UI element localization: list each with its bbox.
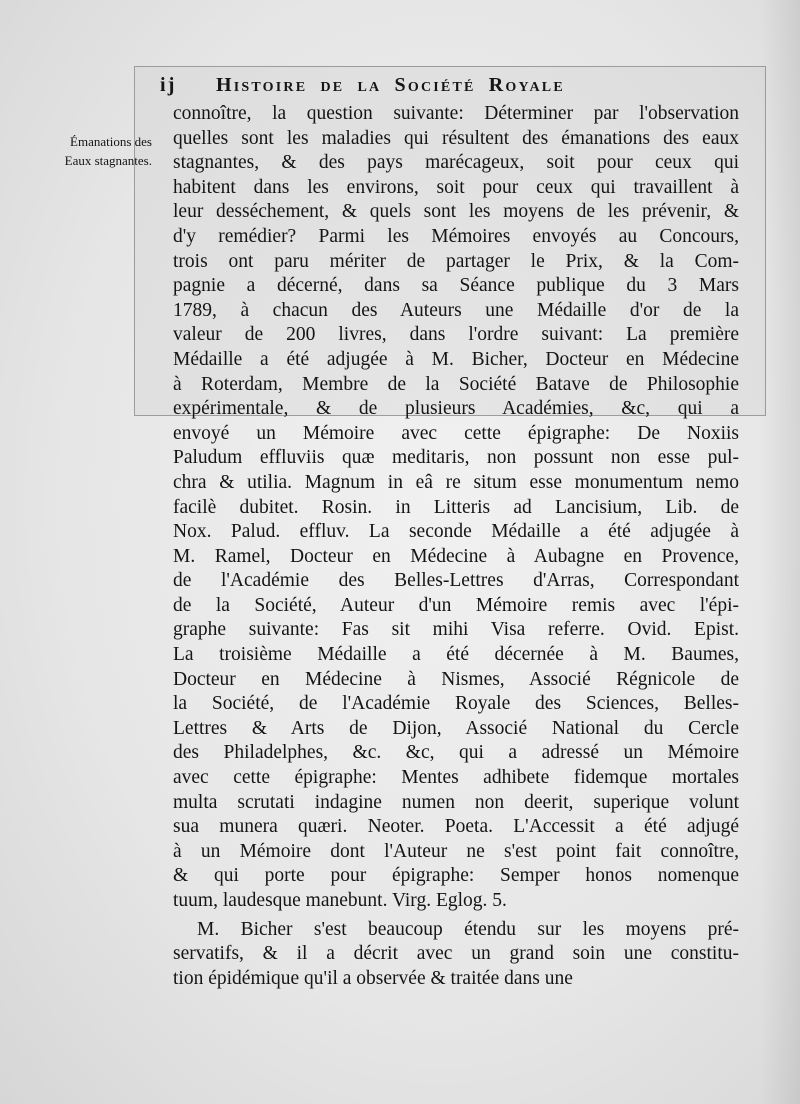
text-line: habitent dans les environs, soit pour ceux qui travaillent à (173, 176, 739, 198)
text-line: servatifs, & il a décrit avec un grand soin une constitu- (173, 943, 739, 965)
text-line: Paludum effluviis quæ meditaris, non possunt non esse pul- (173, 447, 739, 469)
paragraph-2 (173, 918, 739, 992)
margin-note-line: Émanations des (70, 134, 152, 149)
running-title: Histoire de la Société Royale (216, 74, 565, 96)
text-line: tuum, laudesque manebunt. Virg. Eglog. 5. (173, 890, 507, 911)
text-line: d'y remédier? Parmi les Mémoires envoyés au Concours, (173, 225, 739, 247)
text-line: & qui porte pour épigraphe: Semper honos nomenque (173, 865, 739, 887)
text-line: M. Bicher s'est beaucoup étendu sur les moyens pré- (197, 918, 739, 940)
text-line: La troisième Médaille a été décernée à M. Baumes, (173, 644, 739, 666)
text-line: facilè dubitet. Rosin. in Litteris ad Lancisium, Lib. de (173, 496, 739, 518)
body-text (173, 102, 739, 991)
text-line: tion épidémique qu'il a observée & traitée dans une (173, 967, 573, 989)
text-line: graphe suivante: Fas sit mihi Visa referre. Ovid. Epist. (173, 619, 739, 641)
text-line: stagnantes, & des pays marécageux, soit pour ceux qui (173, 152, 739, 174)
text-line: expérimentale, & de plusieurs Académies, &c, qui a (173, 398, 739, 420)
text-line: leur desséchement, & quels sont les moyens de les prévenir, & (173, 201, 739, 223)
text-line: la Société, de l'Académie Royale des Sciences, Belles- (173, 693, 739, 715)
page-edge-shadow (760, 0, 800, 1104)
text-line: quelles sont les maladies qui résultent des émanations des eaux (173, 127, 739, 149)
text-line: pagnie a décerné, dans sa Séance publique du 3 Mars (173, 275, 739, 297)
text-line: valeur de 200 livres, dans l'ordre suivant: La première (173, 324, 739, 346)
paragraph-1 (173, 102, 739, 914)
text-line: de la Société, Auteur d'un Mémoire remis avec l'épi- (173, 594, 739, 616)
folio-number: ij (160, 74, 177, 96)
text-line: Nox. Palud. effluv. La seconde Médaille a été adjugée à (173, 521, 739, 543)
text-line: à un Mémoire dont l'Auteur ne s'est point fait connoître, (173, 840, 739, 862)
text-line: Docteur en Médecine à Nismes, Associé Régnicole de (173, 668, 739, 690)
page-header (160, 74, 780, 104)
text-line: des Philadelphes, &c. &c, qui a adressé un Mémoire (173, 742, 739, 764)
text-line: Lettres & Arts de Dijon, Associé National du Cercle (173, 717, 739, 739)
text-line: avec cette épigraphe: Mentes adhibete fidemque mortales (173, 767, 739, 789)
text-line: Médaille a été adjugée à M. Bicher, Docteur en Médecine (173, 348, 739, 370)
text-line: envoyé un Mémoire avec cette épigraphe: De Noxiis (173, 422, 739, 444)
text-line: 1789, à chacun des Auteurs une Médaille d'or de la (173, 299, 739, 321)
text-line: multa scrutati indagine numen non deerit, superique volunt (173, 791, 739, 813)
text-line: sua munera quæri. Neoter. Poeta. L'Accessit a été adjugé (173, 816, 739, 838)
text-line: trois ont paru mériter de partager le Prix, & la Com- (173, 250, 739, 272)
text-line: connoître, la question suivante: Déterminer par l'observation (173, 103, 739, 124)
text-line: chra & utilia. Magnum in eâ re situm esse monumentum nemo (173, 471, 739, 493)
text-line: à Roterdam, Membre de la Société Batave de Philosophie (173, 373, 739, 395)
text-line: de l'Académie des Belles-Lettres d'Arras, Correspondant (173, 570, 739, 592)
margin-note-line: Eaux stagnantes. (64, 153, 152, 168)
text-line: M. Ramel, Docteur en Médecine à Aubagne en Provence, (173, 545, 739, 567)
margin-note (0, 132, 152, 170)
